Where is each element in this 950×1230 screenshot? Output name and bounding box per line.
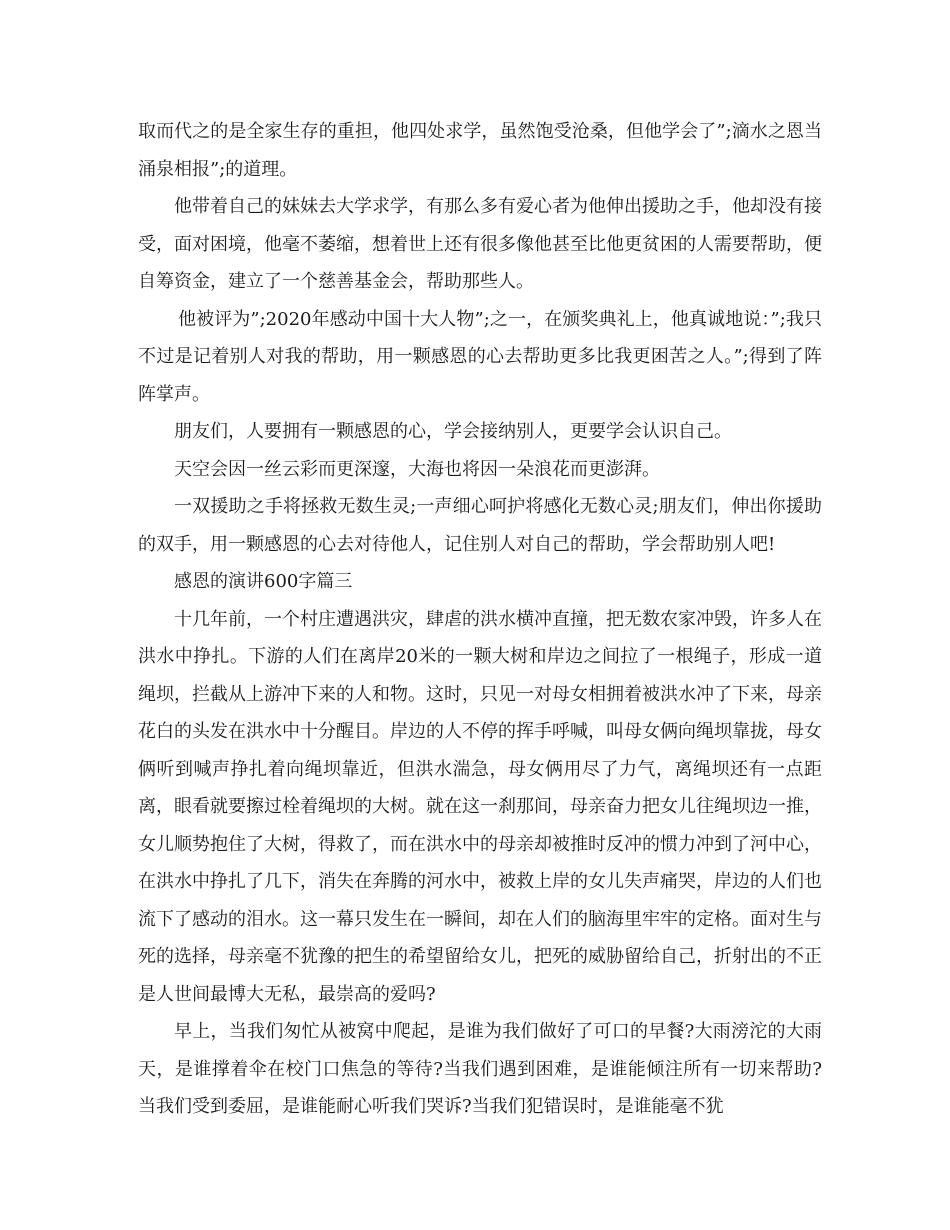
- paragraph-award-speech: 他被评为”;2020年感动中国十大人物”;之一，在颁奖典礼上，他真诚地说：”;我只不过是记着别人对我的帮助，用一颗感恩的心去帮助更多比我更困苦之人。”;得到了阵阵掌声。: [138, 308, 822, 405]
- paragraph-sister-university: 他带着自己的妹妹去大学求学，有那么多有爱心者为他伸出援助之手，他却没有接受，面对困境，他毫不萎缩，想着世上还有很多像他甚至比他更贫困的人需要帮助，便自筹资金，建立了一个慈善基金会，帮助那些人。: [138, 196, 822, 292]
- section-heading: 感恩的演讲600字篇三: [174, 571, 353, 592]
- paragraph-helping-hands: 一双援助之手将拯救无数生灵;一声细心呵护将感化无数心灵;朋友们，伸出你援助的双手，用一颗感恩的心去对待他人，记住别人对自己的帮助，学会帮助别人吧!: [138, 496, 822, 555]
- document-body: [138, 113, 822, 1126]
- paragraph-flood-story: 十几年前，一个村庄遭遇洪灾，肆虐的洪水横冲直撞，把无数农家冲毁，许多人在洪水中挣扎。下游的人们在离岸20米的一颗大树和岸边之间拉了一根绳子，形成一道绳坝，拦截从上游冲下来的人和物。这时，只见一对母女相拥着被洪水冲了下来，母亲花白的头发在洪水中十分醒目。岸边的人不停的挥手呼喊，叫母女俩向绳坝靠拢，母女俩听到喊声挣扎着向绳坝靠近，但洪水湍急，母女俩用尽了力气，离绳坝还有一点距离，眼看就要擦过栓着绳坝的大树。就在这一刹那间，母亲奋力把女儿往绳坝边一推，女儿顺势抱住了大树，得救了，而在洪水中的母亲却被推时反冲的惯力冲到了河中心，在洪水中挣扎了几下，消失在奔腾的河水中，被救上岸的女儿失声痛哭，岸边的人们也流下了感动的泪水。这一幕只发生在一瞬间，却在人们的脑海里牢牢的定格。面对生与死的选择，母亲毫不犹豫的把生的希望留给女儿，把死的威胁留给自己，折射出的不正是人世间最博大无私，最崇高的爱吗?: [138, 608, 822, 1005]
- paragraph-grateful-heart: 朋友们，人要拥有一颗感恩的心，学会接纳别人，更要学会认识自己。: [174, 421, 732, 442]
- paragraph-continuation: 取而代之的是全家生存的重担，他四处求学，虽然饱受沧桑，但他学会了”;滴水之恩当涌泉相报”;的道理。: [138, 121, 822, 180]
- paragraph-sky-sea: 天空会因一丝云彩而更深邃，大海也将因一朵浪花而更澎湃。: [174, 458, 660, 480]
- paragraph-morning-questions: 早上，当我们匆忙从被窝中爬起，是谁为我们做好了可口的早餐?大雨滂沱的大雨天，是谁撑着伞在校门口焦急的等待?当我们遇到困难，是谁能倾注所有一切来帮助?当我们受到委屈，是谁能耐心听我们哭诉?当我们犯错误时，是谁能毫不犹: [138, 1021, 822, 1117]
